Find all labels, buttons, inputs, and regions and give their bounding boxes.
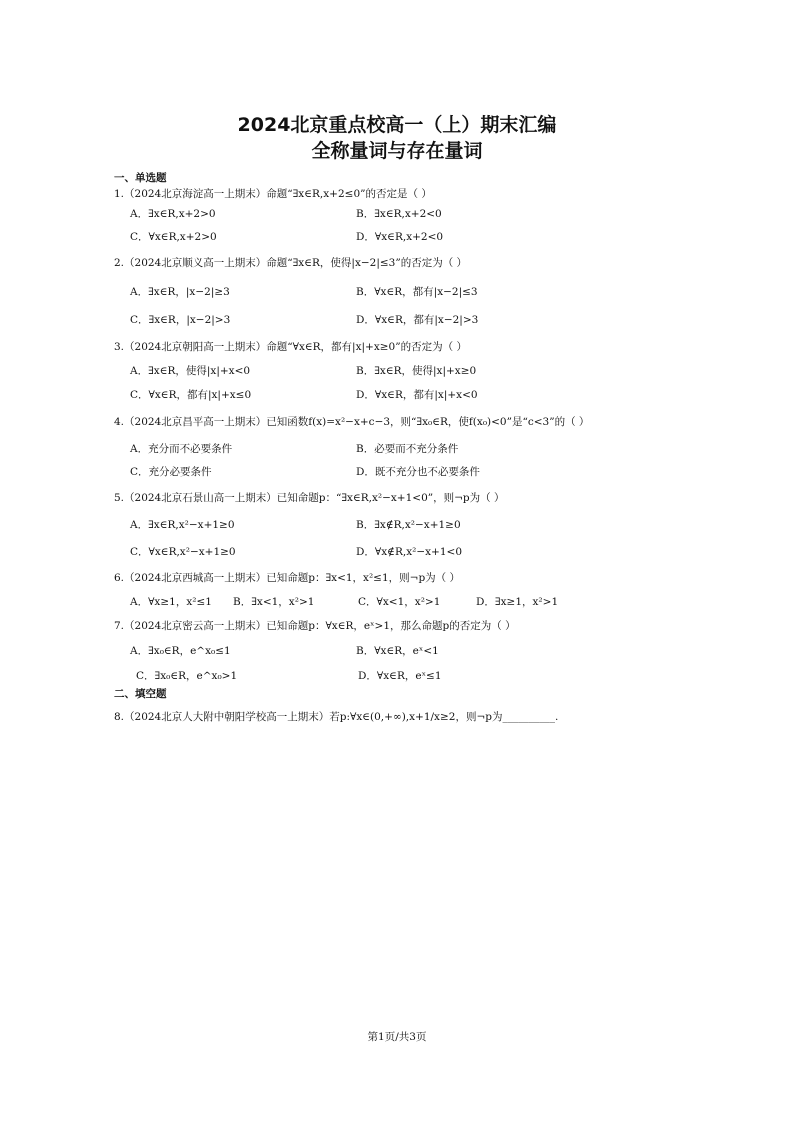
page-footer: 第1页/共3页 [367,1031,427,1043]
q7-option-a: A．∃x₀∈R，e^x₀≤1 [130,645,231,657]
q5-option-d: D．∀x∉R,x²−x+1<0 [356,546,462,558]
q2-option-a: A．∃x∈R，|x−2|≥3 [130,286,230,298]
q7-option-c: C．∃x₀∈R，e^x₀>1 [136,670,238,682]
question-2-stem: 2.（2024北京顺义高一上期末）命题“∃x∈R，使得|x−2|≤3”的否定为（ ） [114,257,468,269]
q6-option-a: A．∀x≥1，x²≤1 [130,596,212,608]
q1-option-b: B．∃x∈R,x+2<0 [356,208,442,220]
q1-option-d: D．∀x∈R,x+2<0 [356,231,444,243]
section-fill-in: 二、填空题 [114,688,167,700]
q3-option-c: C．∀x∈R，都有|x|+x≤0 [130,389,252,401]
q2-option-d: D．∀x∈R，都有|x−2|>3 [356,314,479,326]
question-4-stem: 4.（2024北京昌平高一上期末）已知函数f(x)=x²−x+c−3，则“∃x₀∈R，使f(x₀)<0”是“c<3”的（ ） [114,416,590,428]
q5-option-b: B．∃x∉R,x²−x+1≥0 [356,519,461,531]
section-single-choice: 一、单选题 [114,172,167,184]
q3-option-a: A．∃x∈R，使得|x|+x<0 [130,365,251,377]
q4-option-d: D．既不充分也不必要条件 [356,466,480,478]
q6-option-c: C．∀x<1，x²>1 [358,596,441,608]
q3-option-d: D．∀x∈R，都有|x|+x<0 [356,389,478,401]
q7-option-b: B．∀x∈R，eˣ<1 [356,645,439,657]
q6-option-b: B．∃x<1，x²>1 [233,596,315,608]
q4-option-c: C．充分必要条件 [130,466,212,478]
q1-option-c: C．∀x∈R,x+2>0 [130,231,217,243]
q3-option-b: B．∃x∈R，使得|x|+x≥0 [356,365,477,377]
q4-option-b: B．必要而不充分条件 [356,443,459,455]
question-7-stem: 7.（2024北京密云高一上期末）已知命题p：∀x∈R，eˣ>1，那么命题p的否定为（ ） [114,620,516,632]
q2-option-c: C．∃x∈R，|x−2|>3 [130,314,231,326]
q2-option-b: B．∀x∈R，都有|x−2|≤3 [356,286,478,298]
q5-option-c: C．∀x∈R,x²−x+1≥0 [130,546,236,558]
q7-option-d: D．∀x∈R，eˣ≤1 [358,670,442,682]
question-6-stem: 6.（2024北京西城高一上期末）已知命题p：∃x<1，x²≤1，则¬p为（ ） [114,572,461,584]
q6-option-d: D．∃x≥1，x²>1 [476,596,559,608]
q1-option-a: A．∃x∈R,x+2>0 [130,208,216,220]
document-subtitle: 全称量词与存在量词 [311,140,483,162]
document-title: 2024北京重点校高一（上）期末汇编 [237,114,557,136]
question-1-stem: 1.（2024北京海淀高一上期末）命题“∃x∈R,x+2≤0”的否定是（ ） [114,188,432,200]
question-3-stem: 3.（2024北京朝阳高一上期末）命题“∀x∈R，都有|x|+x≥0”的否定为（ ） [114,341,467,353]
question-5-stem: 5.（2024北京石景山高一上期末）已知命题p：“∃x∈R,x²−x+1<0”，则¬p为（ ） [114,492,505,504]
q5-option-a: A．∃x∈R,x²−x+1≥0 [130,519,235,531]
question-8-stem: 8.（2024北京人大附中朝阳学校高一上期末）若p:∀x∈(0,+∞),x+1/x≥2，则¬p为__________. [114,711,559,723]
q4-option-a: A．充分而不必要条件 [130,443,233,455]
